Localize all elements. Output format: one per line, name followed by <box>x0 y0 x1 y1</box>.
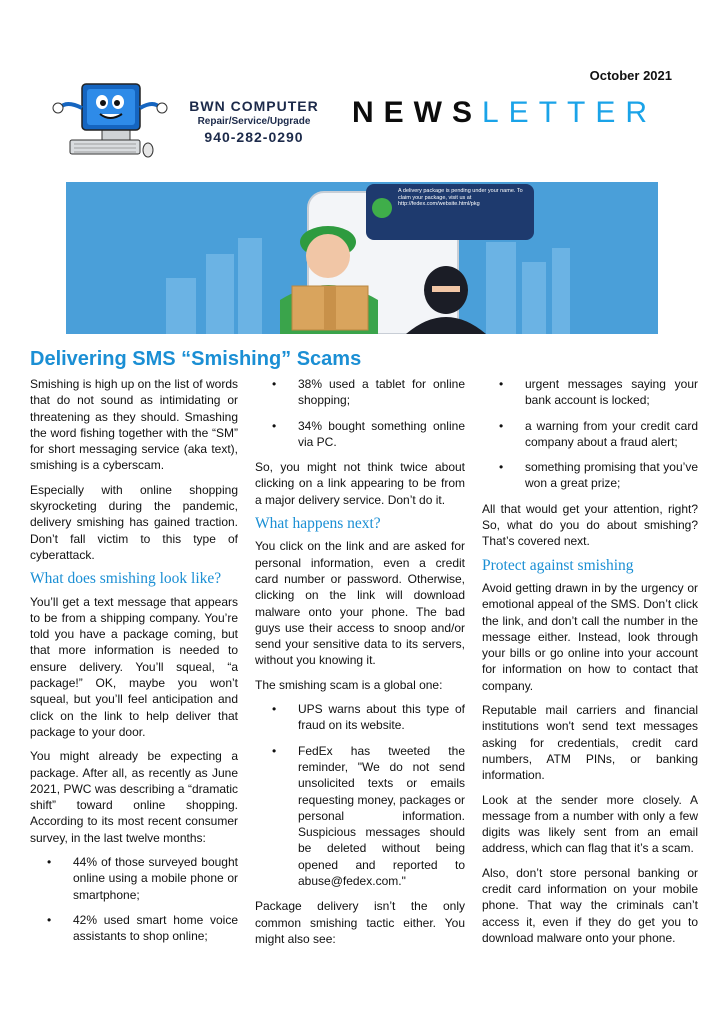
bullet-list <box>255 701 465 889</box>
paragraph: Avoid getting drawn in by the urgency or emotional appeal of the SMS. Don’t click the link, and don’t call the number in the message either. Instead, look through your bills or go online into your account for information on how to contact that company. <box>482 580 698 693</box>
paragraph: All that would get your attention, right? So, what do you do about smishing? That’s covered next. <box>482 501 698 549</box>
hero-illustration <box>66 182 658 334</box>
list-item: • 44% of those surveyed bought online using a mobile phone or smartphone; <box>30 854 238 903</box>
bullet-list <box>255 376 465 450</box>
paragraph: Especially with online shopping skyrocketing during the pandemic, delivery smishing has gained traction. Don’t fall victim to this type of cyberattack. <box>30 482 238 562</box>
title-news: NEWS <box>352 96 482 129</box>
delivery-scam-illustration-icon <box>66 182 658 334</box>
list-item: • FedEx has tweeted the reminder, "We do not send unsolicited texts or emails requesting money, packages or personal information. Suspicious messages should be deleted without being opened and reported to abuse@fedex.com." <box>255 743 465 890</box>
company-phone: 940-282-0290 <box>204 129 304 145</box>
company-tagline: Repair/Service/Upgrade <box>197 116 311 127</box>
company-name: BWN COMPUTER <box>189 98 319 114</box>
list-item: • 42% used smart home voice assistants to shop online; <box>30 912 238 945</box>
paragraph: You click on the link and are asked for personal information, even a credit card number or password. Otherwise, clicking on the link will download malware onto your phone. The bad guys use their access to snoop and/or send your sensitive data to its servers, without you knowing it. <box>255 539 465 668</box>
section-heading: What happens next? <box>255 515 381 533</box>
bullet-list <box>482 376 698 492</box>
title-letter: LETTER <box>482 96 658 129</box>
article-title: Delivering SMS “Smishing” Scams <box>30 348 362 370</box>
section-heading: Protect against smishing <box>482 556 634 574</box>
paragraph: Smishing is high up on the list of words that do not sound as intimidating or threatening as they should. Smashing the word fishing together with the “SM” for short messaging service (aka text), smishing is a cyberscam. <box>30 377 238 473</box>
paragraph: Reputable mail carriers and financial institutions won't send text messages asking for credentials, credit card numbers, ATM PINs, or banking information. <box>482 703 698 783</box>
list-item: • 38% used a tablet for online shopping; <box>255 376 465 409</box>
paragraph: The smishing scam is a global one: <box>255 677 443 692</box>
logo-text <box>174 98 334 145</box>
paragraph: So, you might not think twice about clicking on a link appearing to be from a major delivery service. Don’t do it. <box>255 460 465 507</box>
list-item: • something promising that you’ve won a great prize; <box>482 459 698 492</box>
paragraph: You’ll get a text message that appears to be from a shipping company. You’re told you have a package coming, but that more information is needed to ensure delivery. You’ll squeal, “a package!” OK, maybe you won’t squeal, but you’ll feel anticipation and click on the link to help deliver that package to your door. <box>30 594 238 739</box>
list-item: • urgent messages saying your bank account is locked; <box>482 376 698 409</box>
list-item: • UPS warns about this type of fraud on its website. <box>255 701 465 734</box>
scam-notification: A delivery package is pending under your name. To claim your package, visit us at http://fedex.com/website.html/pkg <box>398 188 523 207</box>
computer-mascot-icon <box>44 78 174 162</box>
column-2 <box>255 376 465 955</box>
list-item: • 34% bought something online via PC. <box>255 418 465 451</box>
paragraph: Look at the sender more closely. A message from a number with only a few digits was likely sent from an email address, which can flag that it’s a scam. <box>482 792 698 856</box>
column-1 <box>30 376 238 954</box>
paragraph: You might already be expecting a package. After all, as recently as June 2021, PWC was describing a “dramatic shift” toward online shopping. According to its most recent consumer survey, in the last twelve months: <box>30 749 238 845</box>
bullet-list <box>30 854 238 944</box>
column-3 <box>482 376 698 954</box>
issue-date: October 2021 <box>589 68 672 83</box>
section-heading: What does smishing look like? <box>30 570 222 588</box>
paragraph: Also, don’t store personal banking or credit card information on your mobile phone. That way the criminals can’t access it, even if they do get you to download malware onto your phone. <box>482 865 698 945</box>
list-item: • a warning from your credit card company about a fraud alert; <box>482 418 698 451</box>
newsletter-title <box>352 96 657 130</box>
paragraph: Package delivery isn’t the only common smishing tactic either. You might also see: <box>255 899 465 946</box>
company-logo <box>44 78 334 162</box>
